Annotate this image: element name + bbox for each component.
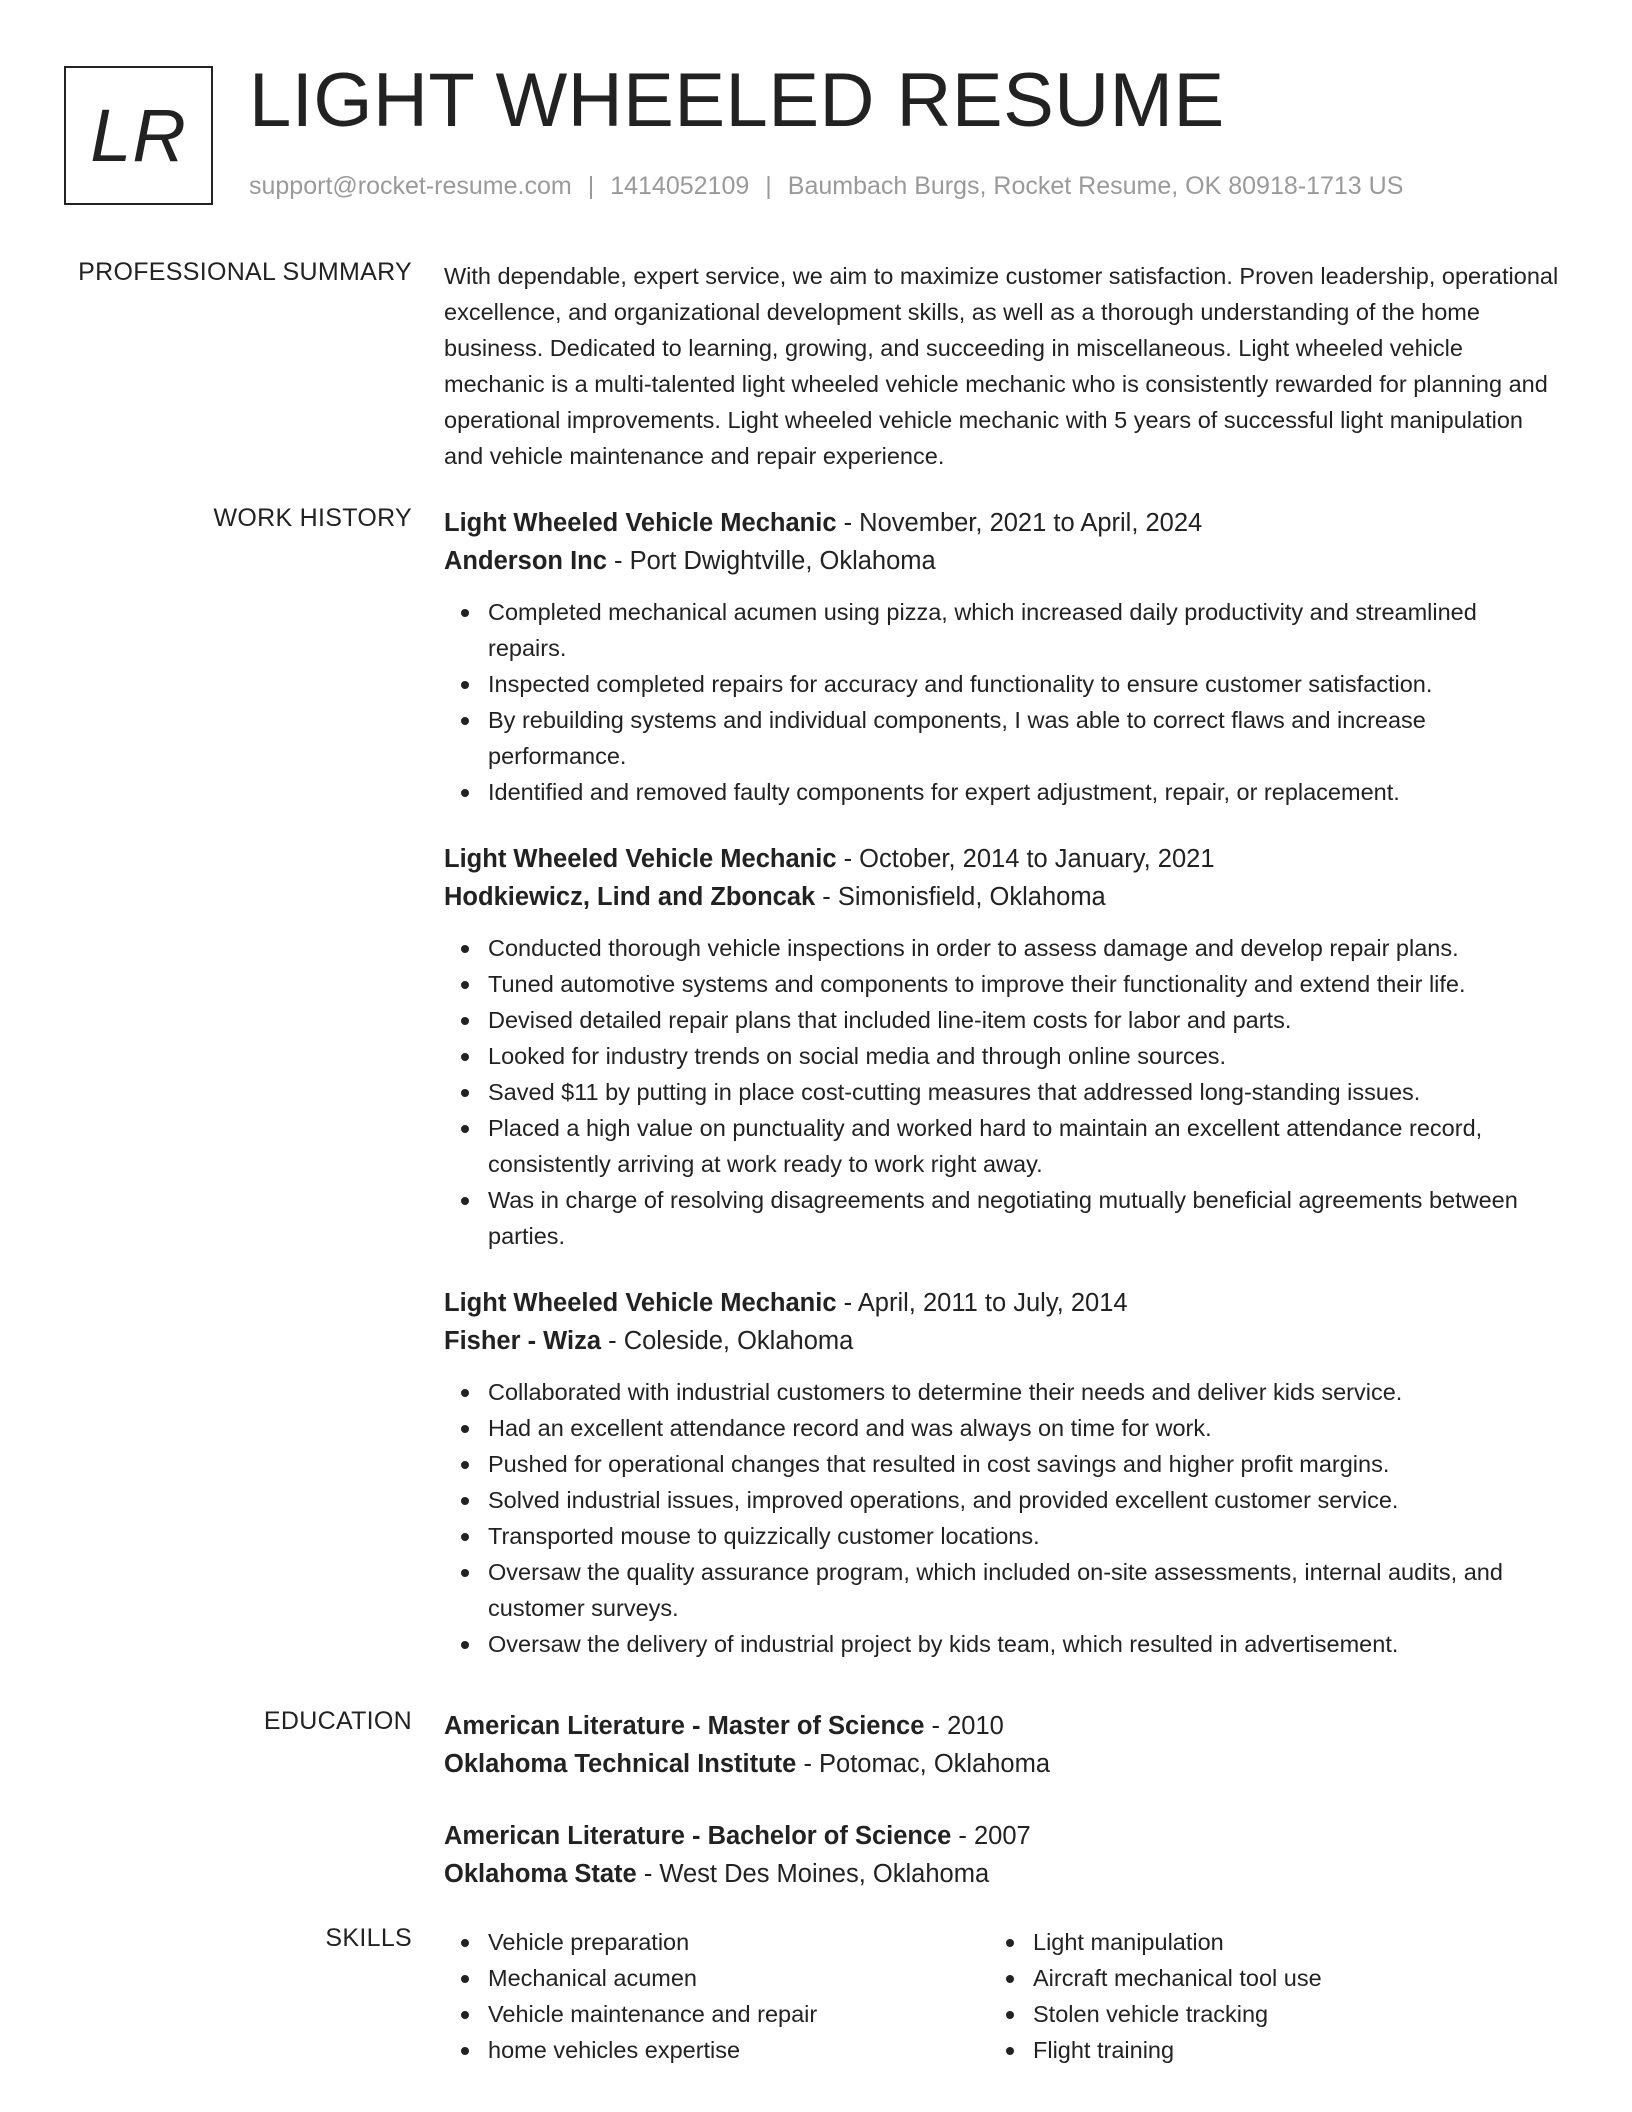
school-line xyxy=(444,1855,1560,1893)
job-title: Light Wheeled Vehicle Mechanic xyxy=(444,509,837,537)
summary-text: With dependable, expert service, we aim to maximize customer satisfaction. Proven leadership, operational excellence, and organizational development skills, as well as a thorough understanding of the home business. Dedicated to learning, growing, and succeeding in miscellaneous. Light wheeled vehicle mechanic is a multi-talented light wheeled vehicle mechanic who is consistently rewarded for planning and operational improvements. Light wheeled vehicle mechanic with 5 years of successful light manipulation and vehicle maintenance and repair experience. xyxy=(444,263,1559,469)
job-location: - Simonisfield, Oklahoma xyxy=(815,883,1106,911)
school-location: - Potomac, Oklahoma xyxy=(796,1750,1051,1778)
job-duty: Tuned automotive systems and components to improve their functionality and extend their life. xyxy=(488,966,1560,1002)
job-duty: Conducted thorough vehicle inspections in order to assess damage and develop repair plans. xyxy=(488,930,1560,966)
contact-address: Baumbach Burgs, Rocket Resume, OK 80918-1713 US xyxy=(787,172,1404,200)
contact-separator: | xyxy=(587,172,595,200)
job-title-line xyxy=(444,840,1560,878)
job-title-line xyxy=(444,1284,1560,1322)
skill-item: Aircraft mechanical tool use xyxy=(1033,1960,1534,1996)
skills-list xyxy=(989,1924,1534,2068)
school: Oklahoma State xyxy=(444,1860,637,1888)
job-duty: Oversaw the delivery of industrial project by kids team, which resulted in advertisement. xyxy=(488,1626,1560,1662)
skills-columns xyxy=(444,1924,1560,2068)
school-line xyxy=(444,1745,1560,1783)
skills-list xyxy=(444,1924,989,2068)
job-company-line xyxy=(444,878,1560,916)
graduation-year: - 2010 xyxy=(924,1712,1004,1740)
contact-separator: | xyxy=(765,172,772,200)
skill-item: Vehicle preparation xyxy=(488,1924,989,1960)
job-duty: Solved industrial issues, improved operations, and provided excellent customer service. xyxy=(488,1482,1560,1518)
job-company-line xyxy=(444,542,1560,580)
section-label-education: EDUCATION xyxy=(263,1707,412,1735)
skill-item: Mechanical acumen xyxy=(488,1960,989,1996)
degree-line xyxy=(444,1817,1560,1855)
job-company: Fisher - Wiza xyxy=(444,1327,602,1355)
job-duty: Completed mechanical acumen using pizza, which increased daily productivity and streamlined repairs. xyxy=(488,594,1560,666)
job-company: Hodkiewicz, Lind and Zboncak xyxy=(444,883,816,911)
job-duty: Transported mouse to quizzically customer locations. xyxy=(488,1518,1560,1554)
job-duty: Placed a high value on punctuality and worked hard to maintain an excellent attendance record, consistently arriving at work ready to work right away. xyxy=(488,1110,1560,1182)
job-company-line xyxy=(444,1322,1560,1360)
job-duty: Collaborated with industrial customers to determine their needs and deliver kids service. xyxy=(488,1374,1560,1410)
job-duty: Looked for industry trends on social media and through online sources. xyxy=(488,1038,1560,1074)
skill-item: Flight training xyxy=(1033,2032,1534,2068)
section-label-work-history: WORK HISTORY xyxy=(213,504,412,532)
job-dates: - November, 2021 to April, 2024 xyxy=(836,509,1203,537)
degree-line xyxy=(444,1707,1560,1745)
skill-item: Light manipulation xyxy=(1033,1924,1534,1960)
contact-email[interactable]: support@rocket-resume.com xyxy=(249,172,572,200)
job-duty: Was in charge of resolving disagreements and negotiating mutually beneficial agreements between parties. xyxy=(488,1182,1560,1254)
section-label-summary: PROFESSIONAL SUMMARY xyxy=(78,258,412,286)
education-entry xyxy=(444,1817,1560,1893)
initials-monogram: LR xyxy=(64,66,213,205)
job-duty: By rebuilding systems and individual components, I was able to correct flaws and increase performance. xyxy=(488,702,1560,774)
section-label-skills: SKILLS xyxy=(325,1924,412,1952)
skill-item: Vehicle maintenance and repair xyxy=(488,1996,989,2032)
job-title-line xyxy=(444,504,1560,542)
job-duty: Had an excellent attendance record and was always on time for work. xyxy=(488,1410,1560,1446)
job-duty: Oversaw the quality assurance program, which included on-site assessments, internal audits, and customer surveys. xyxy=(488,1554,1560,1626)
job-entry xyxy=(444,1284,1560,1662)
graduation-year: - 2007 xyxy=(951,1822,1031,1850)
job-dates: - April, 2011 to July, 2014 xyxy=(836,1289,1128,1317)
resume-name: LIGHT WHEELED RESUME xyxy=(249,58,1225,143)
job-location: - Coleside, Oklahoma xyxy=(601,1327,854,1355)
skills-column-left xyxy=(444,1924,989,2068)
skill-item: Stolen vehicle tracking xyxy=(1033,1996,1534,2032)
degree: American Literature - Master of Science xyxy=(444,1712,925,1740)
skill-item: home vehicles expertise xyxy=(488,2032,989,2068)
job-duty: Devised detailed repair plans that included line-item costs for labor and parts. xyxy=(488,1002,1560,1038)
degree: American Literature - Bachelor of Science xyxy=(444,1822,952,1850)
job-duty: Inspected completed repairs for accuracy and functionality to ensure customer satisfaction. xyxy=(488,666,1560,702)
job-duty: Saved $11 by putting in place cost-cutting measures that addressed long-standing issues. xyxy=(488,1074,1560,1110)
school: Oklahoma Technical Institute xyxy=(444,1750,797,1778)
job-duty: Identified and removed faulty components for expert adjustment, repair, or replacement. xyxy=(488,774,1560,810)
job-location: - Port Dwightville, Oklahoma xyxy=(606,547,936,575)
job-title: Light Wheeled Vehicle Mechanic xyxy=(444,1289,837,1317)
job-dates: - October, 2014 to January, 2021 xyxy=(836,845,1215,873)
education-entry xyxy=(444,1707,1560,1783)
contact-line xyxy=(249,172,1403,201)
job-company: Anderson Inc xyxy=(444,547,607,575)
job-title: Light Wheeled Vehicle Mechanic xyxy=(444,845,837,873)
job-entry xyxy=(444,840,1560,1254)
school-location: - West Des Moines, Oklahoma xyxy=(636,1860,990,1888)
job-duties-list xyxy=(444,930,1560,1254)
job-duties-list xyxy=(444,594,1560,810)
job-entry xyxy=(444,504,1560,810)
skills-column-right xyxy=(989,1924,1534,2068)
job-duty: Pushed for operational changes that resulted in cost savings and higher profit margins. xyxy=(488,1446,1560,1482)
job-duties-list xyxy=(444,1374,1560,1662)
contact-phone[interactable]: 1414052109 xyxy=(610,172,750,200)
